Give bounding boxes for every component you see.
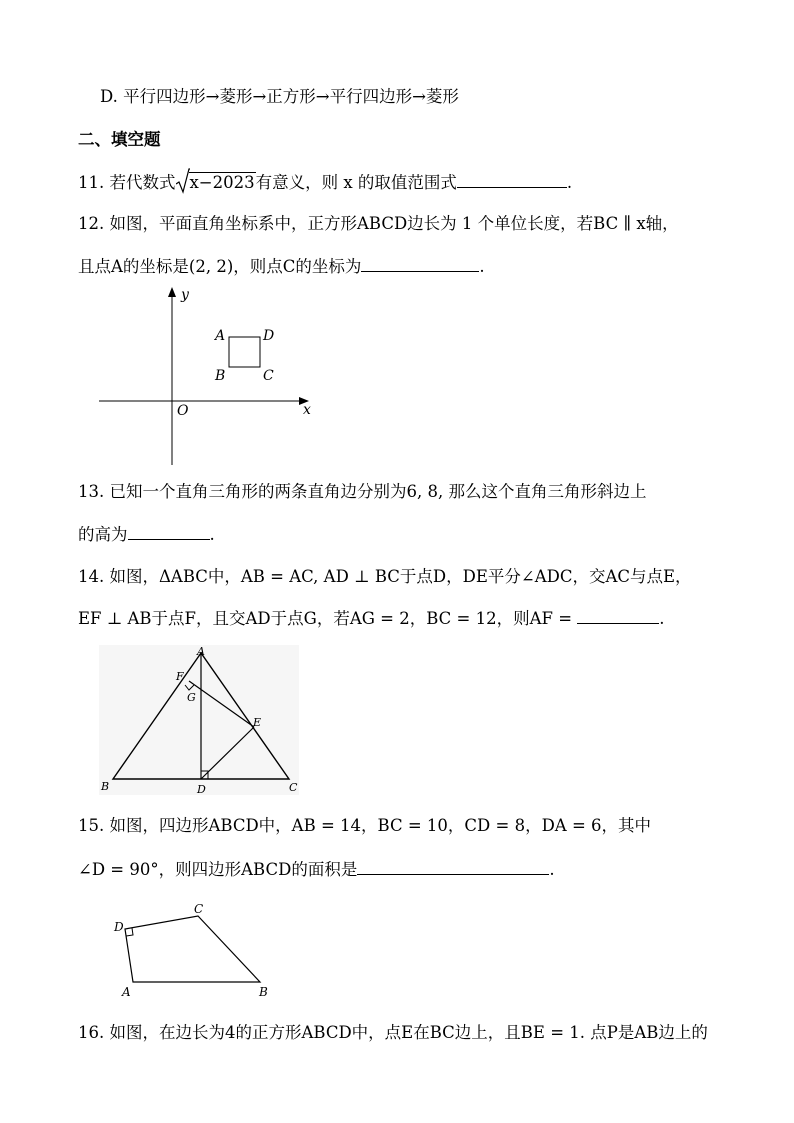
q12-line1: 12. 如图，平面直角坐标系中，正方形ABCD边长为 1 个单位长度，若BC ∥ x轴， xyxy=(78,214,679,233)
label-g: G xyxy=(187,691,196,704)
label-a: A xyxy=(197,645,205,658)
q14-line2: EF ⊥ AB于点F，且交AD于点G，若AG = 2，BC = 12，则AF = xyxy=(78,609,573,628)
label-c: C xyxy=(289,781,298,794)
q14-line1: 14. 如图，ΔABC中，AB = AC, AD ⊥ BC于点D，DE平分∠ADC，交AC与点E， xyxy=(78,567,692,586)
q13-line2: 的高为 xyxy=(78,525,128,544)
q13-line1: 13. 已知一个直角三角形的两条直角边分别为6, 8, 那么这个直角三角形斜边上 xyxy=(78,482,647,501)
label-d: D xyxy=(263,328,275,344)
label-b: B xyxy=(101,780,110,793)
question-13-line2 xyxy=(78,522,215,547)
label-b: B xyxy=(215,368,226,384)
label-e: E xyxy=(253,716,262,729)
question-11 xyxy=(78,170,572,195)
figure-background xyxy=(99,645,299,795)
question-16-line1 xyxy=(78,1021,708,1045)
q15-quadrilateral-figure xyxy=(108,898,283,1000)
q14-end: . xyxy=(659,609,665,628)
q11-radicand: x−2023 xyxy=(189,173,255,192)
option-d-text: D. 平行四边形→菱形→正方形→平行四边形→菱形 xyxy=(100,87,459,106)
q16-line1: 16. 如图，在边长为4的正方形ABCD中，点E在BC边上，且BE = 1. 点P是AB边上的 xyxy=(78,1023,708,1042)
label-b: B xyxy=(259,985,268,999)
label-f: F xyxy=(176,670,184,683)
x-axis-label: x xyxy=(303,402,311,418)
q12-line2: 且点A的坐标是(2, 2)，则点C的坐标为 xyxy=(78,257,362,276)
q14-answer-blank[interactable] xyxy=(577,606,659,624)
q12-end: . xyxy=(479,257,485,276)
q15-end: . xyxy=(549,860,555,879)
section-title xyxy=(78,128,161,152)
label-d: D xyxy=(114,920,124,934)
q14-triangle-figure xyxy=(99,645,299,795)
q13-answer-blank[interactable] xyxy=(128,522,210,540)
label-c: C xyxy=(263,368,274,384)
y-axis-label: y xyxy=(181,287,189,303)
q15-answer-blank[interactable] xyxy=(357,857,549,875)
square-abcd xyxy=(229,337,260,367)
q11-end: . xyxy=(566,173,573,192)
option-d xyxy=(100,85,459,109)
label-a: A xyxy=(122,985,131,999)
question-15-line2 xyxy=(78,857,555,882)
label-c: C xyxy=(194,902,204,916)
quadrilateral-abcd xyxy=(125,916,260,982)
question-14-line1 xyxy=(78,565,692,589)
q15-line2: ∠D = 90°，则四边形ABCD的面积是 xyxy=(78,860,358,879)
q11-after: 有意义，则 x 的取值范围式 xyxy=(255,173,457,192)
question-12-line2 xyxy=(78,254,485,279)
q12-coordinate-figure xyxy=(95,285,320,465)
q11-answer-blank[interactable] xyxy=(457,170,567,188)
origin-label: O xyxy=(177,403,189,419)
q12-answer-blank[interactable] xyxy=(361,254,479,272)
section-title-text: 二、填空题 xyxy=(78,130,161,149)
question-15-line1 xyxy=(78,814,651,838)
label-d: D xyxy=(197,783,206,795)
q11-before: 11. 若代数式 xyxy=(78,173,176,192)
y-axis-arrow-icon xyxy=(168,287,176,297)
q13-end: . xyxy=(209,525,215,544)
label-a: A xyxy=(215,328,226,344)
sqrt-expression xyxy=(176,171,256,195)
radical-sign-icon xyxy=(176,168,190,194)
question-13-line1 xyxy=(78,480,646,504)
question-12-line1 xyxy=(78,212,679,236)
question-14-line2 xyxy=(78,606,665,631)
q15-line1: 15. 如图，四边形ABCD中，AB = 14，BC = 10，CD = 8，DA = 6，其中 xyxy=(78,816,652,835)
